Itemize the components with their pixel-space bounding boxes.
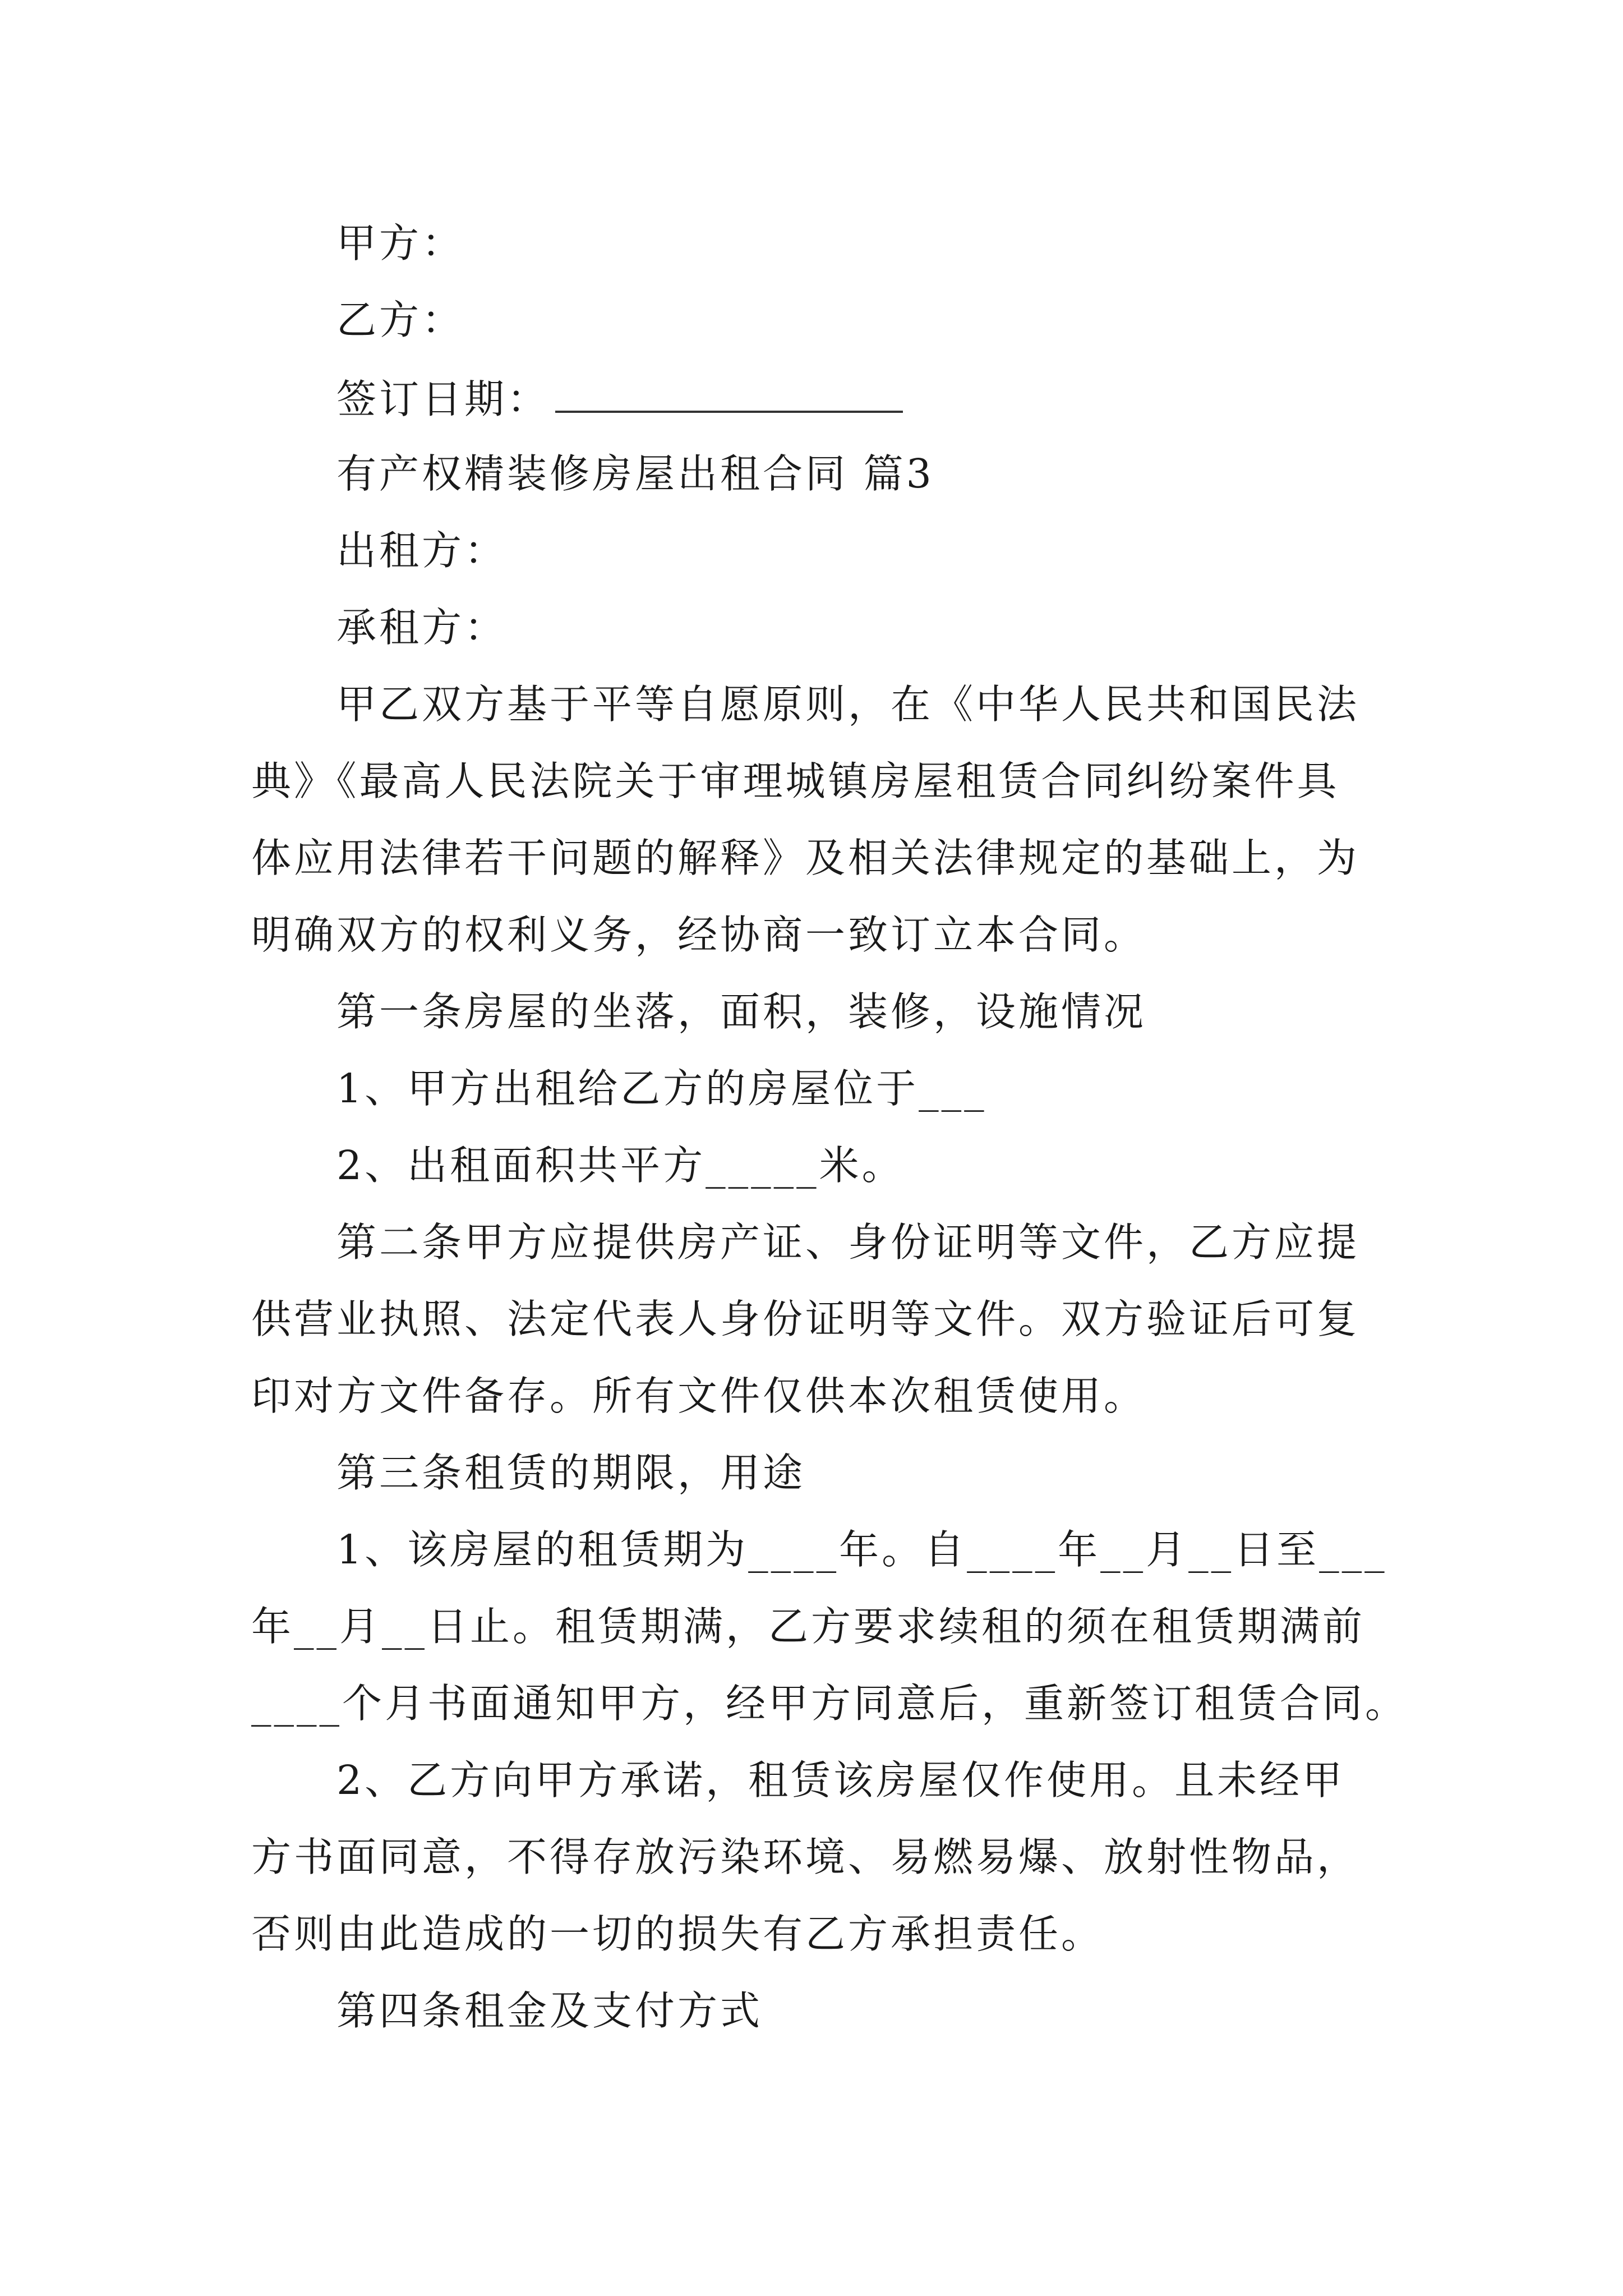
paragraph-line: 典》《最高人民法院关于审理城镇房屋租赁合同纠纷案件具 xyxy=(251,758,1340,804)
lessee-label: 承租方： xyxy=(336,604,508,651)
clause-line: 2、乙方向甲方承诺，租赁该房屋仅作使用。且未经甲 xyxy=(336,1757,1345,1803)
clause-line: 1、该房屋的租赁期为____年。自____年__月__日至___ xyxy=(336,1526,1387,1573)
party-a-label: 甲方： xyxy=(336,220,465,266)
article-heading: 第一条房屋的坐落，面积，装修，设施情况 xyxy=(336,988,1147,1035)
party-b-label: 乙方： xyxy=(336,297,465,343)
paragraph-line: 明确双方的权利义务，经协商一致订立本合同。 xyxy=(251,912,1147,958)
paragraph-line: 体应用法律若干问题的解释》及相关法律规定的基础上，为 xyxy=(251,835,1360,881)
clause-line: 年__月__日止。租赁期满，乙方要求续租的须在租赁期满前 xyxy=(251,1603,1366,1650)
signing-date-line xyxy=(336,376,903,422)
signing-date-label: 签订日期： xyxy=(336,376,550,422)
paragraph-line: 甲乙双方基于平等自愿原则，在《中华人民共和国民法 xyxy=(336,681,1360,728)
clause-line: 2、出租面积共平方_____米。 xyxy=(336,1142,905,1189)
section-heading: 有产权精装修房屋出租合同 篇3 xyxy=(336,450,934,497)
article-heading: 第三条租赁的期限，用途 xyxy=(336,1450,806,1496)
paragraph-line: 第二条甲方应提供房产证、身份证明等文件，乙方应提 xyxy=(336,1219,1360,1266)
signing-date-blank xyxy=(555,377,903,413)
article-heading: 第四条租金及支付方式 xyxy=(336,1987,763,2034)
clause-line: 方书面同意，不得存放污染环境、易燃易爆、放射性物品， xyxy=(251,1834,1360,1880)
clause-line: ____个月书面通知甲方，经甲方同意后，重新签订租赁合同。 xyxy=(251,1680,1408,1727)
paragraph-line: 印对方文件备存。所有文件仅供本次租赁使用。 xyxy=(251,1373,1147,1419)
lessor-label: 出租方： xyxy=(336,527,508,574)
clause-line: 1、甲方出租给乙方的房屋位于___ xyxy=(336,1065,987,1112)
clause-line: 否则由此造成的一切的损失有乙方承担责任。 xyxy=(251,1911,1104,1957)
paragraph-line: 供营业执照、法定代表人身份证明等文件。双方验证后可复 xyxy=(251,1296,1360,1342)
